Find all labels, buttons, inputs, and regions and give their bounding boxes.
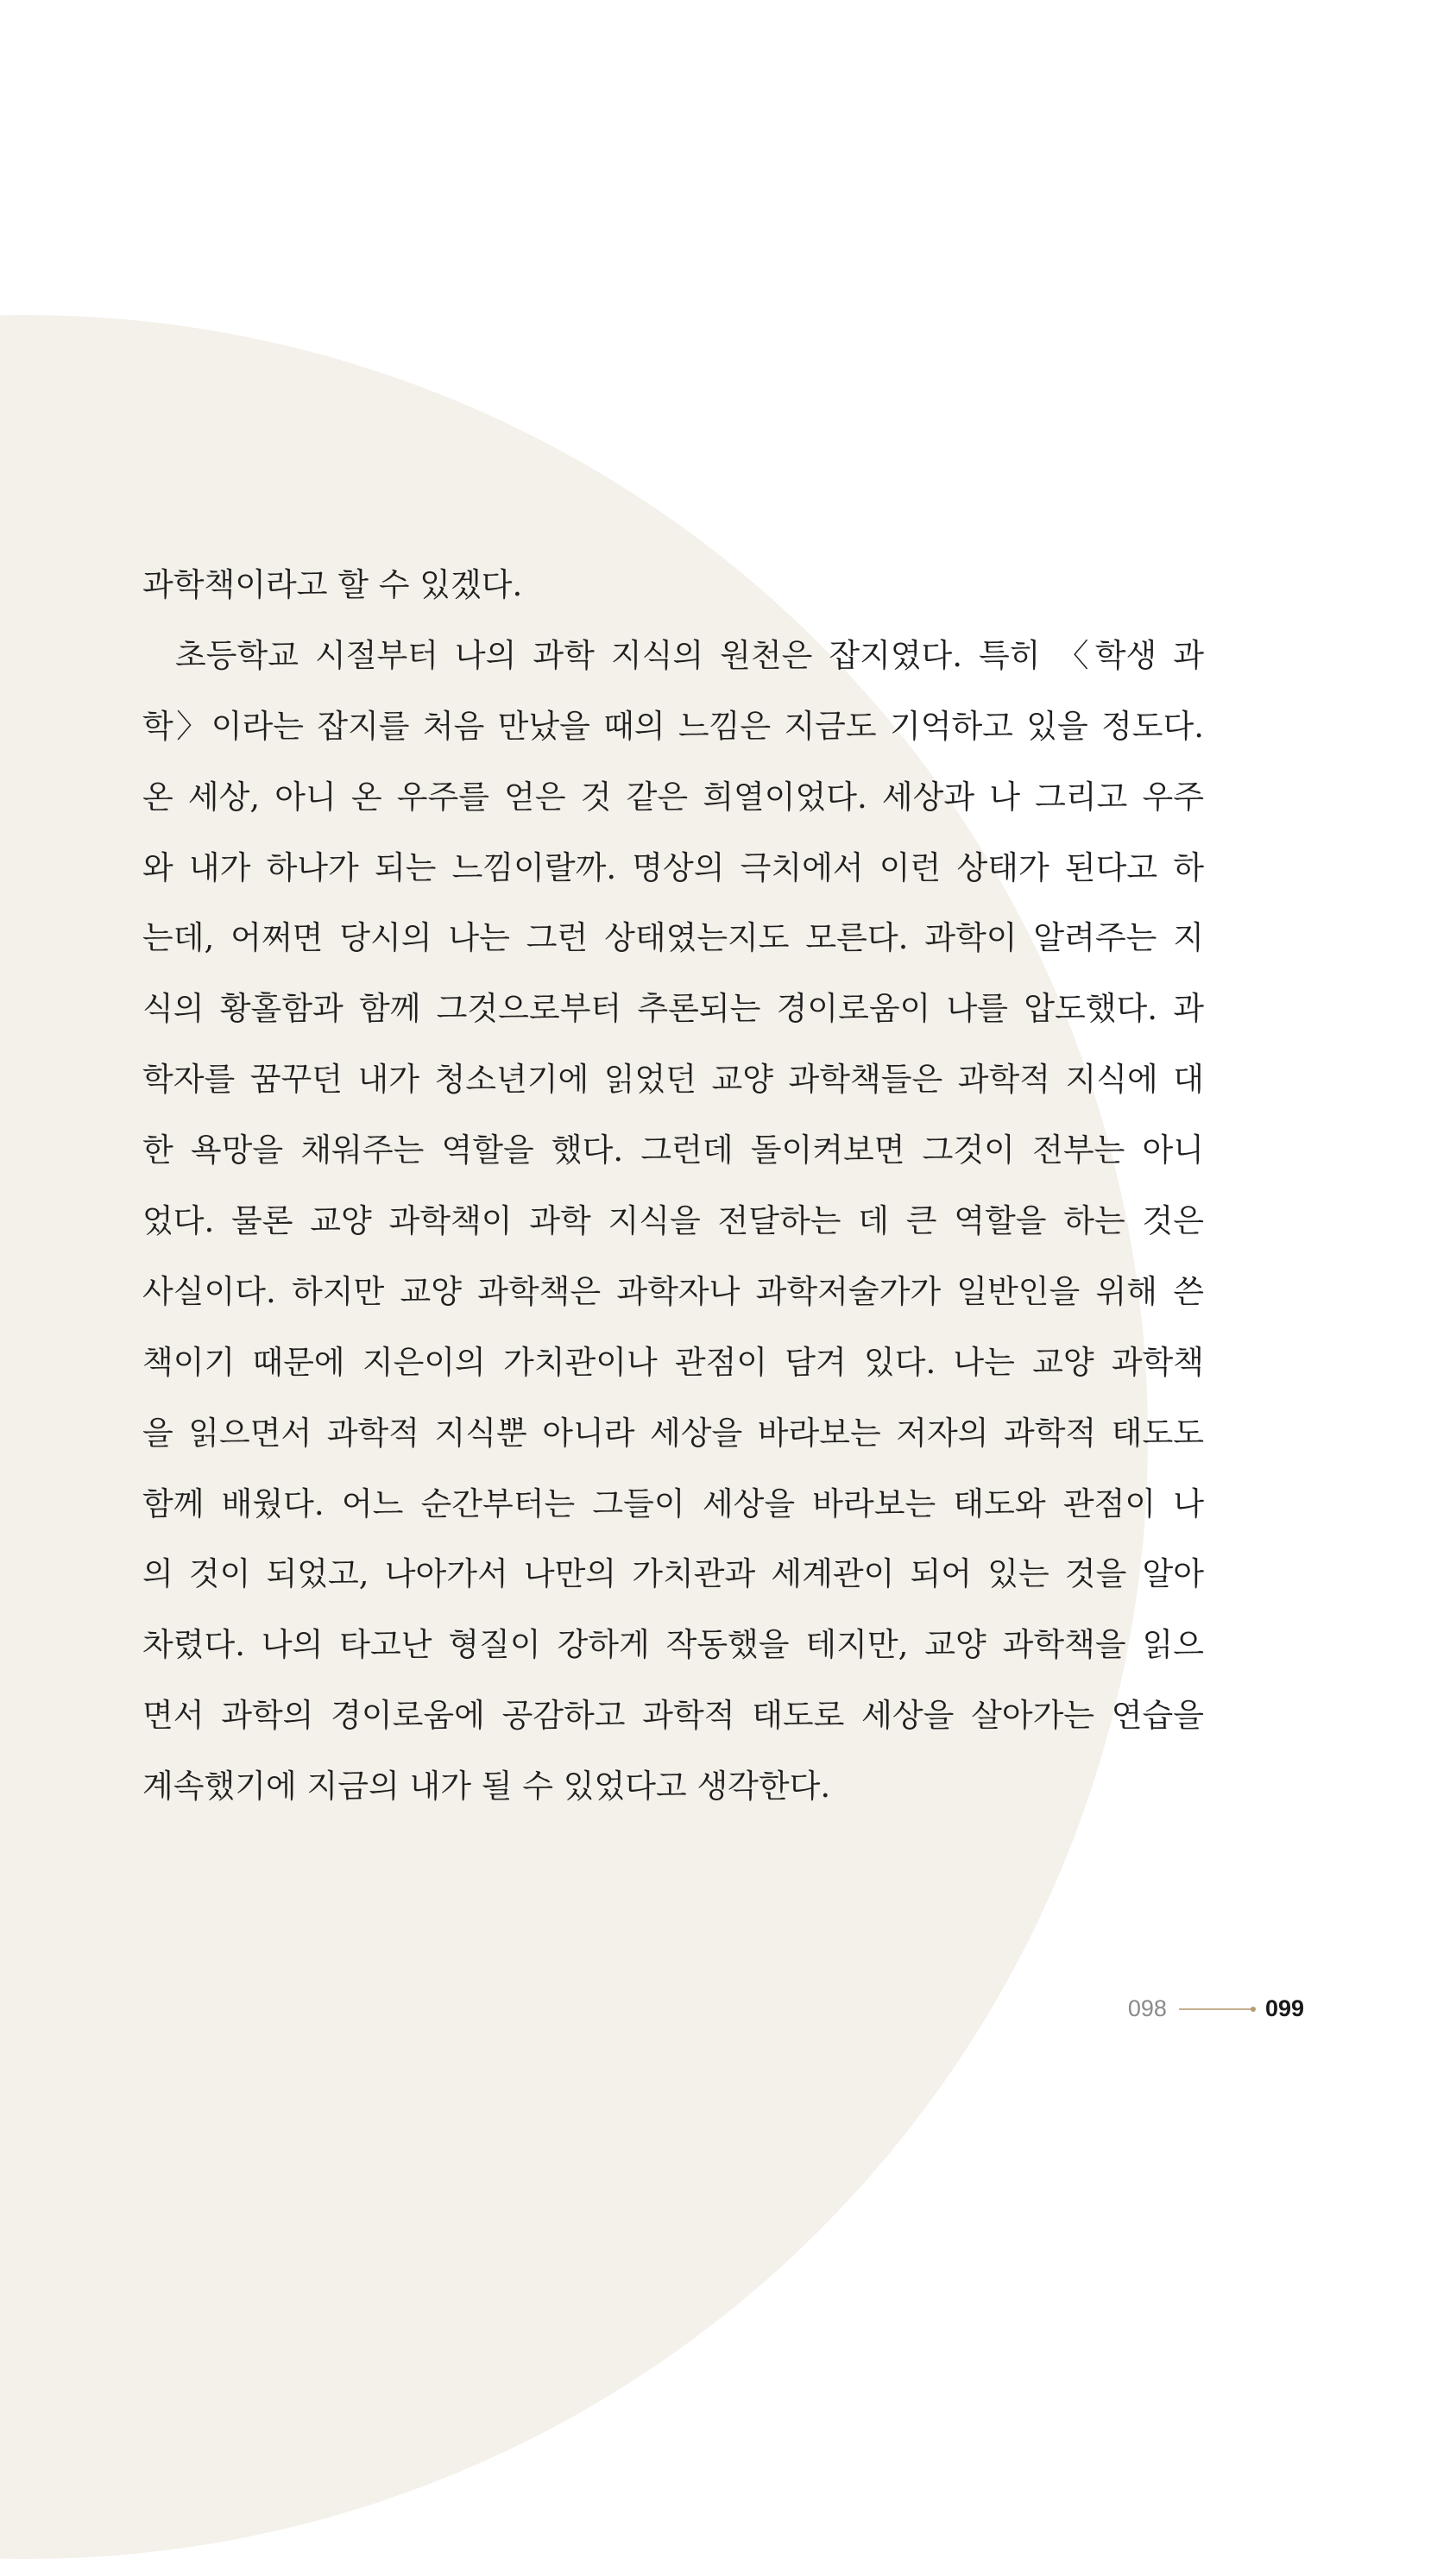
text-line: 식의 황홀함과 함께 그것으로부터 추론되는 경이로움이 나를 압도했다. 과 xyxy=(142,990,1204,1028)
text-line: 책이기 때문에 지은이의 가치관이나 관점이 담겨 있다. 나는 교양 과학책 xyxy=(142,1343,1204,1381)
text-line: 초등학교 시절부터 나의 과학 지식의 원천은 잡지였다. 특히 〈학생 과 xyxy=(142,636,1204,674)
text-line: 었다. 물론 교양 과학책이 과학 지식을 전달하는 데 큰 역할을 하는 것은 xyxy=(142,1202,1204,1240)
page-number-rule xyxy=(1179,2008,1253,2010)
text-line: 는데, 어쩌면 당시의 나는 그런 상태였는지도 모른다. 과학이 알려주는 지 xyxy=(142,919,1204,957)
text-line: 을 읽으면서 과학적 지식뿐 아니라 세상을 바라보는 저자의 과학적 태도도 xyxy=(142,1414,1204,1452)
text-line: 와 내가 하나가 되는 느낌이랄까. 명상의 극치에서 이런 상태가 된다고 하 xyxy=(142,848,1204,886)
text-line: 한 욕망을 채워주는 역할을 했다. 그런데 돌이켜보면 그것이 전부는 아니 xyxy=(142,1131,1204,1169)
right-page-number: 099 xyxy=(1264,1995,1304,2021)
text-line: 의 것이 되었고, 나아가서 나만의 가치관과 세계관이 되어 있는 것을 알아 xyxy=(142,1555,1204,1593)
page-footer xyxy=(1128,1995,1304,2022)
text-line: 차렸다. 나의 타고난 형질이 강하게 작동했을 테지만, 교양 과학책을 읽으 xyxy=(142,1626,1204,1664)
text-line: 사실이다. 하지만 교양 과학책은 과학자나 과학저술가가 일반인을 위해 쓴 xyxy=(142,1272,1204,1310)
left-page-number: 098 xyxy=(1127,1995,1167,2021)
text-line: 학자를 꿈꾸던 내가 청소년기에 읽었던 교양 과학책들은 과학적 지식에 대 xyxy=(142,1061,1204,1099)
text-line: 과학책이라고 할 수 있겠다. xyxy=(142,566,523,603)
body-text xyxy=(142,550,1204,1822)
text-line: 계속했기에 지금의 내가 될 수 있었다고 생각한다. xyxy=(142,1768,831,1806)
text-line: 함께 배웠다. 어느 순간부터는 그들이 세상을 바라보는 태도와 관점이 나 xyxy=(142,1484,1204,1522)
text-line: 학〉이라는 잡지를 처음 만났을 때의 느낌은 지금도 기억하고 있을 정도다. xyxy=(142,707,1204,745)
text-line: 면서 과학의 경이로움에 공감하고 과학적 태도로 세상을 살아가는 연습을 xyxy=(142,1697,1204,1735)
text-line: 온 세상, 아니 온 우주를 얻은 것 같은 희열이었다. 세상과 나 그리고 우주 xyxy=(142,778,1204,816)
